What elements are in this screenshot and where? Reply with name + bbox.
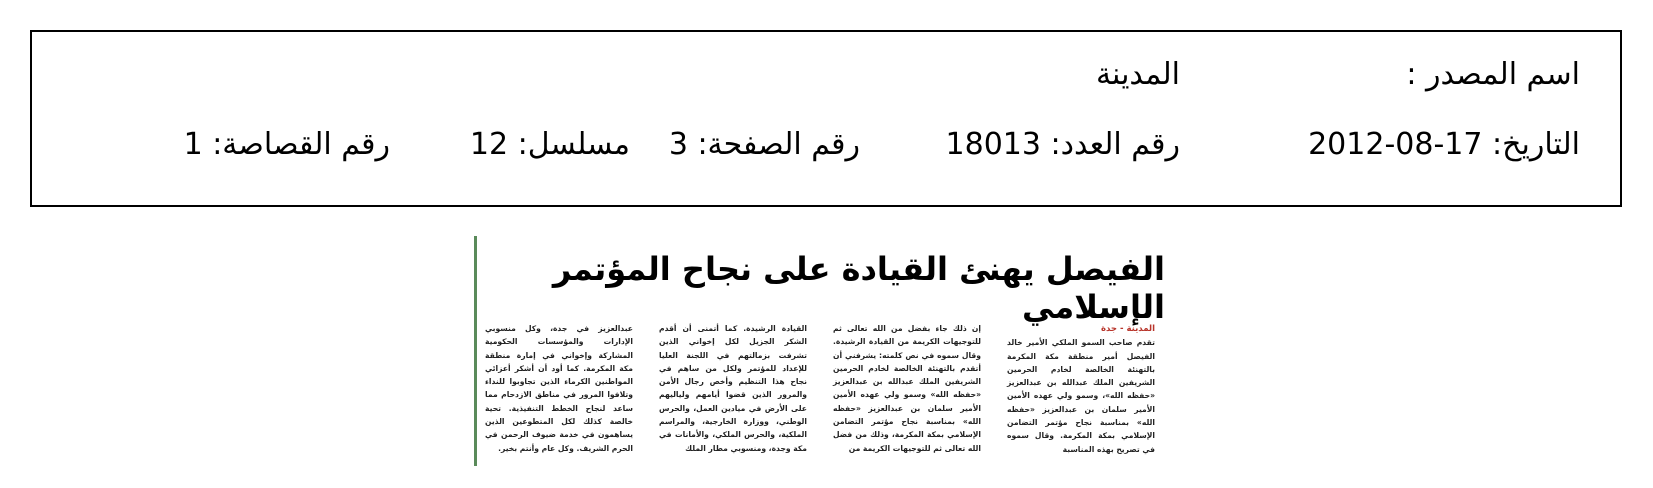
serial-field: مسلسل: 12 — [469, 127, 630, 162]
article-dateline: المدينة - جدة — [1100, 324, 1155, 334]
article-column-1 — [1007, 322, 1155, 456]
issue-number-field: رقم العدد: 18013 — [945, 127, 1180, 162]
source-value: المدينة — [1095, 57, 1180, 92]
article-column-2: إن ذلك جاء بفضل من الله تعالى ثم للتوجيهات الكريمة من القيادة الرشيدة. وقال سموه في نص كلمته: يشرفني أن أتقدم بالتهنئة الخالصة لخادم الحرمين الشريفين الملك عبدالله بن عبدالعزيز «حفظه الله» وسمو ولي عهده الأمين الأمير سلمان بن عبدالعزيز «حفظه الله» بمناسبة نجاح مؤتمر التضامن الإسلامي بمكة المكرمة، وذلك من فضل الله تعالى ثم للتوجيهات الكريمة من — [833, 324, 981, 453]
page-number-field: رقم الصفحة: 3 — [668, 127, 860, 162]
clipping-header-box — [30, 30, 1622, 207]
article-headline: الفيصل يهنئ القيادة على نجاح المؤتمر الإسلامي — [552, 250, 1165, 326]
clip-number-field: رقم القصاصة: 1 — [183, 127, 390, 162]
article-column-3: القيادة الرشيدة. كما أتمنى أن أقدم الشكر الجزيل لكل إخواني الذين تشرفت بزمالتهم في اللجنة العليا للإعداد للمؤتمر ولكل من ساهم في نجاح هذا التنظيم وأخص رجال الأمن والمرور الذين قضوا أيامهم ولياليهم على الأرض في ميادين العمل، والحرس الوطني، ووزارة الخارجية، والمراسم الملكية، والحرس الملكي، والأمانات في مكة وجدة، ومنسوبي مطار الملك — [659, 324, 807, 453]
article-column-4: عبدالعزيز في جدة، وكل منسوبي الإدارات والمؤسسات الحكومية المشاركة وإخواني في إمارة منطقة مكة المكرمة. كما أود أن أشكر أعزائي المواطنين الكرماء الذين تجاوبوا للنداء وتلافوا المرور في مناطق الازدحام مما ساعد لنجاح الخطط التنفيذية. تحية خالصة كذلك لكل المتطوعين الذين يساهمون في خدمة ضيوف الرحمن في الحرم الشريف. وكل عام وأنتم بخير. — [485, 324, 633, 453]
date-field: التاريخ: 17-08-2012 — [1308, 127, 1580, 162]
article-column-1-text: تقدم صاحب السمو الملكي الأمير خالد الفيصل أمير منطقة مكة المكرمة بالتهنئة الخالصة لخادم الحرمين الشريفين الملك عبدالله بن عبدالعزيز «حفظه الله»، وسمو ولي عهده الأمين الأمير سلمان بن عبدالعزيز «حفظه الله» بمناسبة نجاح مؤتمر التضامن الإسلامي بمكة المكرمة. وقال سموه في تصريح بهذه المناسبة — [1007, 338, 1155, 454]
source-label: اسم المصدر : — [1406, 57, 1580, 92]
newspaper-clipping — [474, 236, 1174, 466]
